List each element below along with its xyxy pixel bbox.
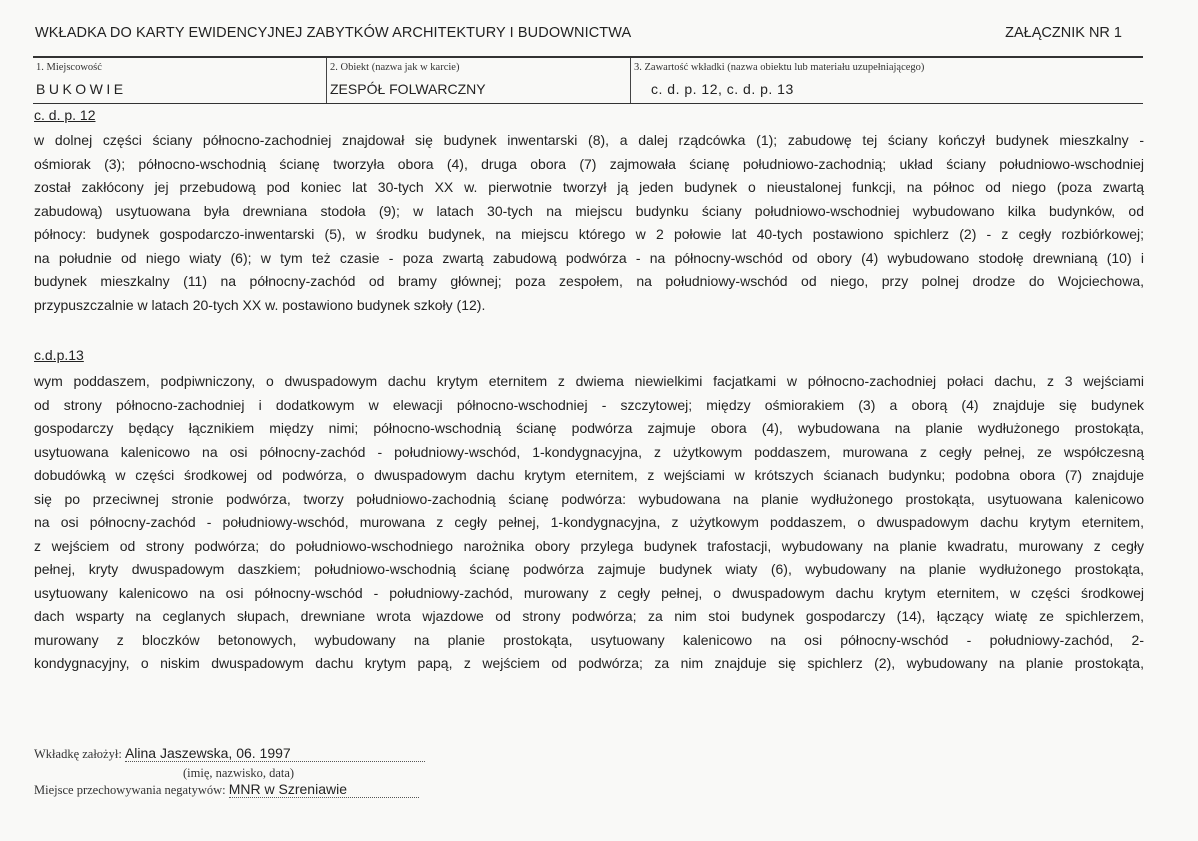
author-value: Alina Jaszewska, 06. 1997 xyxy=(125,745,425,762)
field-rule xyxy=(33,103,1143,104)
locality-label: 1. Miejscowość xyxy=(36,62,102,73)
annex-number: ZAŁĄCZNIK NR 1 xyxy=(1005,25,1122,41)
text-line: został zakłócony jej przebudową pod koniec lat 30-tych XX w. pierwotnie tworzył ją jeden budynek o nieustalonej funkcji, na północ od niego (poza zwartą xyxy=(34,179,1144,195)
contents-value: c. d. p. 12, c. d. p. 13 xyxy=(651,81,794,97)
object-label: 2. Obiekt (nazwa jak w karcie) xyxy=(330,62,460,73)
object-value: ZESPÓŁ FOLWARCZNY xyxy=(330,81,486,97)
negatives-label: Miejsce przechowywania negatywów: xyxy=(34,783,226,797)
text-line: kondygnacyjny, o niskim dwuspadowym dachu krytym papą, z wejściem od podwórza; za nim znajduje się spichlerz (2), wybudowany na planie prostokąta, xyxy=(34,655,1144,671)
locality-value: BUKOWIE xyxy=(36,81,127,97)
text-line: pełnej, kryty dwuspadowym daszkiem; południowo-wschodnią ścianę podwórza zajmuje budynek wiaty (6), wybudowany na planie wydłużonego prostokąta, xyxy=(34,561,1144,577)
document-title: WKŁADKA DO KARTY EWIDENCYJNEJ ZABYTKÓW ARCHITEKTURY I BUDOWNICTWA xyxy=(35,25,632,41)
text-line: usytuowany kalenicowo na osi północny-wschód - południowy-zachód, murowany z cegły pełnej, o dwuspadowym dachu krytym eternitem, w części środkowej xyxy=(34,584,1144,601)
text-line: usytuowana kalenicowo na osi północny-zachód - południowy-wschód, 1-kondygnacyjna, z użytkowym poddaszem, murowana z cegły pełnej, ze współczesną xyxy=(34,443,1144,460)
section1-body xyxy=(34,129,1144,317)
negatives-value: MNR w Szreniawie xyxy=(229,781,419,798)
text-line: się po przeciwnej stronie podwórza, tworzy południowo-zachodnią ścianę podwórza: wybudowana na planie wydłużonego prostokąta, usytuowana kalenicowo xyxy=(34,490,1144,507)
text-line: murowany z bloczków betonowych, wybudowany na planie prostokąta, usytuowany kalenicowo na osi północny-wschód - południowy-zachód, 2- xyxy=(34,631,1144,648)
author-hint: (imię, nazwisko, data) xyxy=(183,766,295,780)
text-line: w dolnej części ściany północno-zachodniej znajdował się budynek inwentarski (8), a dalej rządcówka (1); zabudowę tej ściany kończył budynek mieszkalny - xyxy=(34,132,1144,148)
text-line: budynek mieszkalny (11) na północny-zachód od bramy głównej; poza zespołem, na południowy-wschód od niego, przy polnej drodze do Wojciechowa, xyxy=(34,273,1144,289)
object-field xyxy=(326,58,631,103)
text-line: dach wsparty na ceglanych słupach, drewniane wrota wjazdowe od strony podwórza; za nim stoi budynek gospodarczy (14), łączący wiatę ze spichlerzem, xyxy=(34,608,1144,624)
text-line: dobudówką w części środkowej od podwórza, o dwuspadowym dachu krytym eternitem, z wejściami w krótszych ścianach budynku; podobna obora (7) znajduje xyxy=(34,467,1144,483)
text-line: zabudową) usytuowana była drewniana stodoła (9); w latach 30-tych na miejscu budynku ściany południowo-wschodniej wybudowano kilka budynków, od xyxy=(34,202,1144,219)
section2-heading: c.d.p.13 xyxy=(34,347,84,363)
author-row xyxy=(34,745,425,762)
text-line: gospodarczy będący łącznikiem między nimi; północno-wschodnią ścianę podwórza zajmuje obora (4), wybudowana na planie wydłużonego prostokąta, xyxy=(34,420,1144,436)
text-line: wym poddaszem, podpiwniczony, o dwuspadowym dachu krytym eternitem z dwiema niewielkimi facjatkami w północno-zachodniej połaci dachu, z 3 wejściami xyxy=(34,373,1144,389)
locality-field xyxy=(33,58,326,103)
text-line: północy: budynek gospodarczo-inwentarski (5), w środku budynek, na miejscu którego w 2 połowie lat 40-tych postawiono spichlerz (2) - z cegły rozbiórkowej; xyxy=(34,226,1144,242)
text-line: na południe od niego wiaty (6); w tym też czasie - poza zwartą zabudową podwórza - na północny-wschód od obory (4) wybudowano stodołę drewnianą (10) i xyxy=(34,249,1144,266)
negatives-row xyxy=(34,781,419,798)
section1-heading: c. d. p. 12 xyxy=(34,107,96,123)
contents-field xyxy=(630,58,1144,103)
text-line: przypuszczalnie w latach 20-tych XX w. postawiono budynek szkoły (12). xyxy=(34,296,486,313)
text-line: od strony północno-zachodniej i dodatkowym w elewacji północno-wschodniej - szczytowej; między ośmiorakiem (3) a oborą (4) znajduje się budynek xyxy=(34,396,1144,413)
text-line: ośmiorak (3); północno-wschodnią ścianę tworzyła obora (4), druga obora (7) zajmowała ścianę południowo-zachodnią; układ ściany południowo-wschodniej xyxy=(34,155,1144,172)
section2-body xyxy=(34,370,1144,676)
text-line: na osi północny-zachód - południowy-wschód, murowana z cegły pełnej, 1-kondygnacyjna, z użytkowym poddaszem, o dwuspadowym dachu krytym eternitem, xyxy=(34,514,1144,530)
contents-label: 3. Zawartość wkładki (nazwa obiektu lub materiału uzupełniającego) xyxy=(634,62,925,73)
author-label: Wkładkę założył: xyxy=(34,747,122,761)
text-line: z wejściem od strony podwórza; do południowo-wschodniego narożnika obory przylega budynek trafostacji, wybudowany na planie kwadratu, murowany z cegły xyxy=(34,537,1144,554)
